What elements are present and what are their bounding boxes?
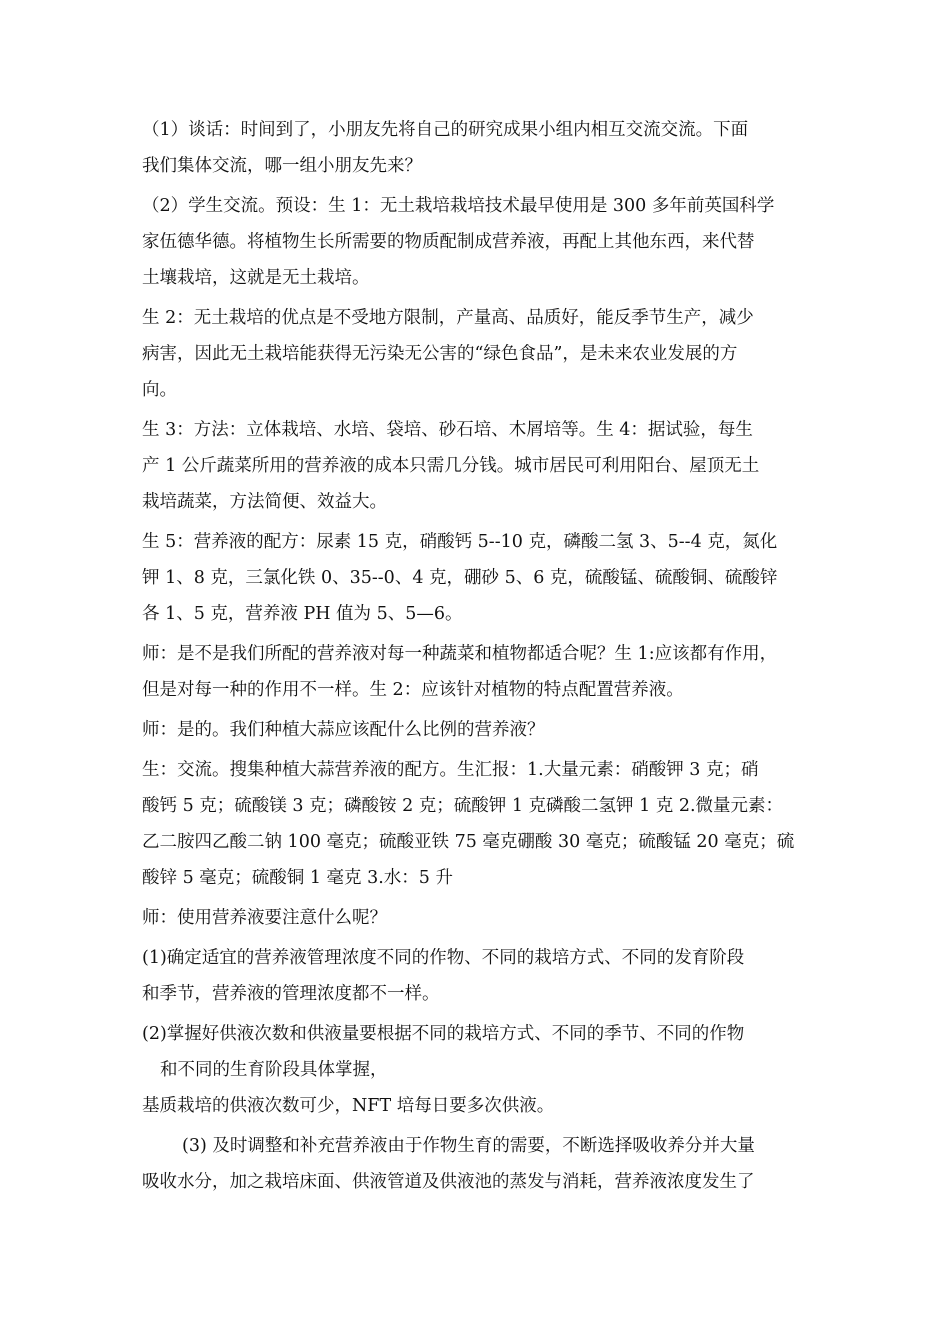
text-line: 但是对每一种的作用不一样。生 2：应该针对植物的特点配置营养液。	[142, 680, 684, 700]
text-line: (1)确定适宜的营养液管理浓度不同的作物、不同的栽培方式、不同的发育阶段	[142, 948, 745, 968]
text-line: 生：交流。搜集种植大蒜营养液的配方。生汇报：1.大量元素：硝酸钾 3 克；硝	[142, 760, 759, 780]
text-line: 酸钙 5 克；硫酸镁 3 克；磷酸铵 2 克；硫酸钾 1 克磷酸二氢钾 1 克 2.微量元素：	[142, 796, 784, 816]
text-line: 和季节，营养液的管理浓度都不一样。	[142, 984, 440, 1004]
text-line: 病害，因此无土栽培能获得无污染无公害的“绿色食品”，是未来农业发展的方	[142, 344, 738, 364]
text-line: 生 2：无土栽培的优点是不受地方限制，产量高、品质好，能反季节生产，减少	[142, 308, 754, 328]
text-line: 栽培蔬菜，方法简便、效益大。	[142, 492, 387, 512]
text-line: （2）学生交流。预设：生 1：无土栽培栽培技术最早使用是 300 多年前英国科学	[142, 196, 775, 216]
text-line: 和不同的生育阶段具体掌握，	[160, 1060, 388, 1080]
text-line: 钾 1、8 克，三氯化铁 0、35--0、4 克，硼砂 5、6 克，硫酸锰、硫酸铜、硫酸锌	[142, 568, 778, 588]
text-line: 土壤栽培，这就是无土栽培。	[142, 268, 370, 288]
text-line: 我们集体交流，哪一组小朋友先来？	[142, 156, 422, 176]
text-line: 产 1 公斤蔬菜所用的营养液的成本只需几分钱。城市居民可利用阳台、屋顶无土	[142, 456, 760, 476]
text-line: （1）谈话：时间到了，小朋友先将自己的研究成果小组内相互交流交流。下面	[142, 120, 749, 140]
text-line: (3) 及时调整和补充营养液由于作物生育的需要，不断选择吸收养分并大量	[182, 1136, 755, 1156]
text-line: 生 5：营养液的配方：尿素 15 克，硝酸钙 5--10 克，磷酸二氢 3、5--4 克，氮化	[142, 532, 778, 552]
text-line: (2)掌握好供液次数和供液量要根据不同的栽培方式、不同的季节、不同的作物	[142, 1024, 745, 1044]
text-line: 各 1、5 克，营养液 PH 值为 5、5—6。	[142, 604, 463, 624]
text-line: 师：是不是我们所配的营养液对每一种蔬菜和植物都适合呢？生 1:应该都有作用，	[142, 644, 778, 664]
text-line: 酸锌 5 毫克；硫酸铜 1 毫克 3.水：5 升	[142, 868, 453, 888]
text-line: 家伍德华德。将植物生长所需要的物质配制成营养液，再配上其他东西，来代替	[142, 232, 755, 252]
text-line: 乙二胺四乙酸二钠 100 毫克；硫酸亚铁 75 毫克硼酸 30 毫克；硫酸锰 20 毫克；硫	[142, 832, 795, 852]
text-line: 师：使用营养液要注意什么呢？	[142, 908, 387, 928]
text-line: 基质栽培的供液次数可少，NFT 培每日要多次供液。	[142, 1096, 555, 1116]
text-line: 生 3：方法：立体栽培、水培、袋培、砂石培、木屑培等。生 4：据试验，每生	[142, 420, 753, 440]
text-line: 吸收水分，加之栽培床面、供液管道及供液池的蒸发与消耗，营养液浓度发生了	[142, 1172, 755, 1192]
text-line: 向。	[142, 380, 177, 400]
text-line: 师：是的。我们种植大蒜应该配什么比例的营养液？	[142, 720, 545, 740]
